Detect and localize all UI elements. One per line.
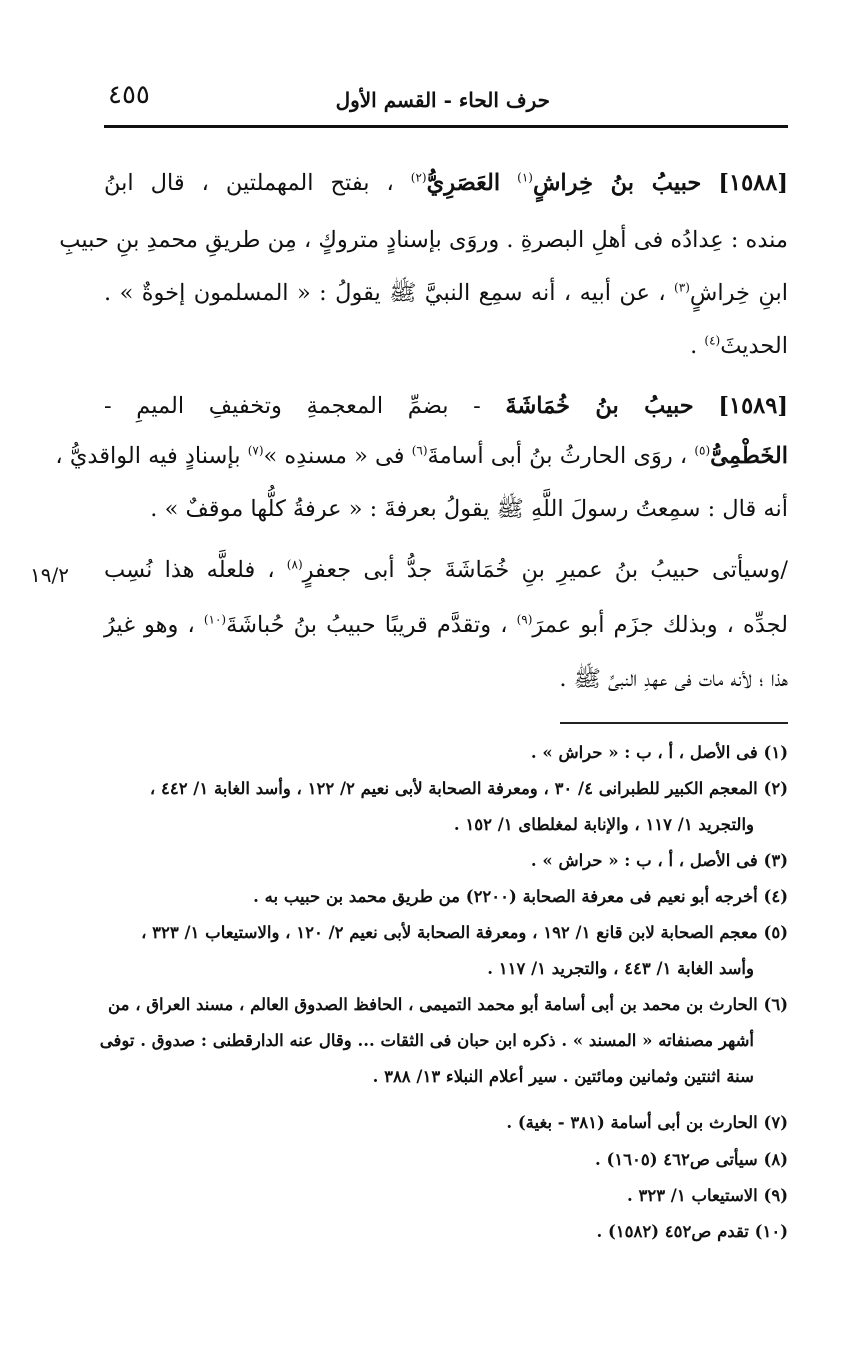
footnote-ref: (٣) [674, 280, 690, 295]
footnote-ref: (٥) [694, 443, 711, 458]
footnote-6-continued: أشهر مصنفاته « المسند » . ذكره ابن حبان فى الثقات ... وقال عنه الدارقطنى : صدوق . توفى [99, 1031, 754, 1050]
body-text: . [690, 333, 698, 359]
footnote-2: (٢) المعجم الكبير للطبرانى ٤/ ٣٠ ، ومعرفة الصحابة لأبى نعيم ٢/ ١٢٢ ، وأسد الغابة ١/ ٤٤٢ ، [149, 779, 788, 798]
entry-1589-line-1 [104, 393, 788, 419]
entry-nisba: الخَطْمِىُّ [710, 443, 788, 469]
entry-nisba: العَصَرِيُّ [426, 170, 501, 196]
footnote-ref: (٢) [410, 170, 427, 185]
margin-folio-note: ١٩/٢ [30, 563, 69, 587]
footnote-5: (٥) معجم الصحابة لابن قانع ١/ ١٩٢ ، ومعرفة الصحابة لأبى نعيم ٢/ ١٢٠ ، والاستيعاب ١/ ٣٢٣ ، [141, 923, 788, 942]
body-text: ابنِ خِراشٍ [689, 280, 788, 306]
paragraph-3-line-3: هذا ؛ لأنه مات فى عهدِ النبىِّ ﷺ . [559, 666, 788, 692]
footnote-4: (٤) أخرجه أبو نعيم فى معرفة الصحابة (٢٢٠٠) من طريق محمد بن حبيب به . [253, 887, 788, 906]
header-divider [104, 125, 788, 128]
footnote-6-continued-2: سنة اثنتين وثمانين ومائتين . سير أعلام النبلاء ١٣/ ٣٨٨ . [372, 1067, 754, 1086]
entry-1588-line-4 [104, 333, 788, 359]
paragraph-3-line-2 [104, 612, 788, 638]
footnote-5-continued: وأسد الغابة ١/ ٤٤٣ ، والتجريد ١/ ١١٧ . [487, 959, 754, 978]
footnote-3: (٣) فى الأصل ، أ ، ب : « حراش » . [530, 851, 788, 870]
body-text: بإسنادٍ فيه الواقديُّ ، [55, 443, 241, 469]
footnote-ref: (٧) [247, 443, 264, 458]
entry-1588-line-3 [104, 280, 788, 312]
footnote-9: (٩) الاستيعاب ١/ ٣٢٣ . [626, 1186, 788, 1205]
body-text: /وسيأتى حبيبُ بنُ عميرِ بنِ خُمَاشَةَ جدُّ أبى جعفرٍ [302, 557, 788, 583]
footnote-1: (١) فى الأصل ، أ ، ب : « حراش » . [530, 743, 788, 762]
body-text: ، عن أبيه ، أنه سمِع النبيَّ ﷺ يقولُ : « المسلمون إخوةٌ » . [104, 280, 666, 306]
entry-1588-line-1 [104, 170, 788, 196]
entry-name: حبيبُ بنُ خُمَاشَةَ [505, 393, 694, 419]
body-text: - بضمِّ المعجمةِ وتخفيفِ الميمِ - [104, 393, 481, 419]
footnote-ref: (٩) [516, 612, 533, 627]
footnote-7: (٧) الحارث بن أبى أسامة (٣٨١ - بغية) . [506, 1113, 788, 1132]
footnote-ref: (٨) [286, 557, 303, 572]
entry-number: [١٥٨٨] [718, 170, 789, 196]
body-text: ، فلعلَّه هذا نُسِب [104, 557, 275, 583]
body-text: ، وتقدَّم قريبًا حبيبُ بنُ حُباشَةَ [226, 612, 508, 638]
running-header-title: حرف الحاء - القسم الأول [335, 88, 550, 112]
footnote-10: (١٠) تقدم ص٤٥٢ (١٥٨٢) . [596, 1222, 788, 1241]
entry-name: حبيبُ بنُ خِراشٍ [532, 170, 702, 196]
footnote-8: (٨) سيأتى ص٤٦٢ (١٦٠٥) . [594, 1150, 788, 1169]
entry-1588-line-2: منده : عِدادُه فى أهلِ البصرةِ . وروَى بإسنادٍ متروكٍ ، مِن طريقِ محمدِ بنِ حبيبِ [59, 227, 788, 253]
footnote-2-continued: والتجريد ١/ ١١٧ ، والإنابة لمغلطاى ١/ ١٥٢ . [453, 815, 754, 834]
body-text: لجدِّه ، وبذلك جزَم أبو عمرَ [532, 612, 788, 638]
footnote-ref: (٤) [704, 333, 721, 348]
entry-1589-line-3: أنه قال : سمِعتُ رسولَ اللَّهِ ﷺ يقولُ بعرفةَ : « عرفةُ كلُّها موقفٌ » . [150, 496, 788, 522]
body-text: الحديثَ [720, 333, 788, 359]
footnote-divider [560, 722, 788, 724]
paragraph-3-line-1 [104, 557, 788, 583]
body-text: ، روَى الحارثُ بنُ أبى أسامةَ [427, 443, 688, 469]
page-number: ٤٥٥ [108, 80, 150, 110]
body-text: فى « مسندِه » [263, 443, 405, 469]
footnote-ref: (١٠) [203, 612, 227, 627]
footnote-ref: (١) [517, 170, 533, 185]
footnote-6: (٦) الحارث بن محمد بن أبى أسامة أبو محمد التميمى ، الحافظ الصدوق العالم ، مسند العراق ، من [108, 995, 788, 1014]
entry-1589-line-2 [55, 443, 788, 469]
entry-number: [١٥٨٩] [718, 393, 789, 419]
body-text: ، وهو غيرُ [104, 612, 195, 638]
footnote-ref: (٦) [411, 443, 428, 458]
body-text: ، بفتح المهملتين ، قال ابنُ [104, 170, 394, 196]
